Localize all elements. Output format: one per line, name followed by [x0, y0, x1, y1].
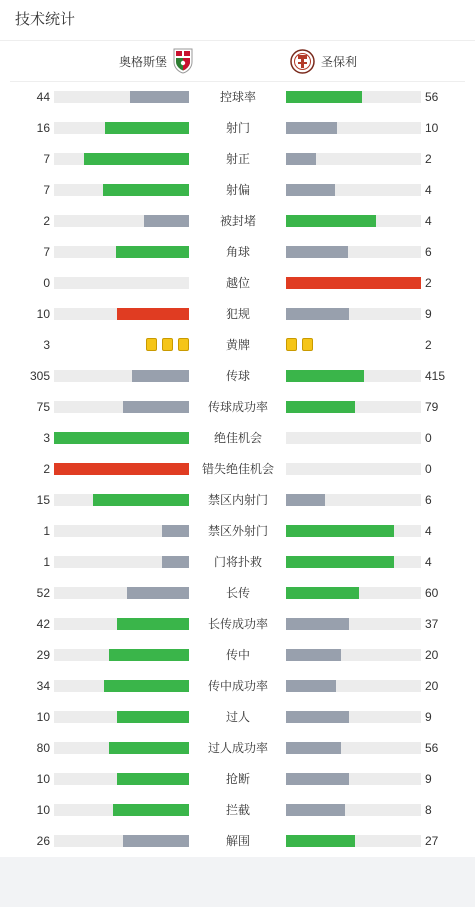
augsburg-crest-icon [173, 48, 193, 74]
stat-row [0, 671, 475, 702]
away-bar-track [286, 246, 421, 258]
teams-header [0, 41, 475, 81]
home-value: 29 [36, 648, 50, 662]
home-bar-track [54, 494, 189, 506]
stat-label: 过人成功率 [207, 741, 268, 755]
home-bar-fill [144, 215, 189, 227]
away-value: 27 [425, 834, 439, 848]
stat-row [0, 175, 475, 206]
away-bar-fill [286, 308, 349, 320]
home-value: 3 [43, 338, 50, 352]
away-bar-fill [286, 215, 376, 227]
away-bar-track [286, 91, 421, 103]
home-bar-track [54, 742, 189, 754]
home-bar-fill [162, 525, 189, 537]
home-bar-track [54, 401, 189, 413]
home-team[interactable] [119, 41, 193, 81]
away-value: 56 [425, 741, 439, 755]
away-bar-track [286, 618, 421, 630]
stat-label: 抢断 [225, 772, 250, 786]
home-bar-track [54, 463, 189, 475]
home-bar-fill [132, 370, 189, 382]
away-bar-track [286, 370, 421, 382]
home-value: 0 [43, 276, 50, 290]
away-bar-track [286, 804, 421, 816]
stat-row [0, 702, 475, 733]
stat-label: 射正 [225, 152, 250, 166]
stat-label: 禁区外射门 [207, 524, 268, 538]
home-bar-track [54, 277, 189, 289]
yellow-card-icon [286, 338, 297, 351]
stat-row [0, 795, 475, 826]
stat-row [0, 826, 475, 857]
home-bar-fill [162, 556, 189, 568]
stat-label: 控球率 [219, 90, 256, 104]
away-team[interactable] [290, 41, 357, 81]
home-bar-fill [103, 184, 189, 196]
away-bar-fill [286, 401, 355, 413]
away-bar-fill [286, 680, 336, 692]
away-value: 2 [425, 338, 432, 352]
away-value: 56 [425, 90, 439, 104]
home-bar-fill [117, 618, 189, 630]
home-bar-fill [117, 308, 189, 320]
home-bar-track [54, 618, 189, 630]
stat-label: 长传成功率 [207, 617, 268, 631]
home-bar-track [54, 711, 189, 723]
home-bar-track [54, 680, 189, 692]
away-bar-track [286, 463, 421, 475]
away-value: 6 [425, 245, 432, 259]
stat-row [0, 237, 475, 268]
home-value: 2 [43, 462, 50, 476]
home-value: 34 [36, 679, 50, 693]
stat-row [0, 268, 475, 299]
away-bar-track [286, 556, 421, 568]
home-bar-track [54, 122, 189, 134]
home-value: 10 [36, 803, 50, 817]
home-bar-track [54, 308, 189, 320]
away-bar-track [286, 277, 421, 289]
home-bar-track [54, 246, 189, 258]
stat-label: 传中成功率 [207, 679, 268, 693]
away-value: 9 [425, 772, 432, 786]
home-value: 26 [36, 834, 50, 848]
stat-row [0, 423, 475, 454]
away-value: 9 [425, 710, 432, 724]
stat-row [0, 485, 475, 516]
away-bar-track [286, 215, 421, 227]
away-bar-fill [286, 246, 348, 258]
stat-row [0, 299, 475, 330]
away-value: 8 [425, 803, 432, 817]
away-value: 2 [425, 152, 432, 166]
away-yellow-cards [286, 338, 313, 352]
home-bar-fill [116, 246, 189, 258]
stat-row [0, 361, 475, 392]
stat-row [0, 609, 475, 640]
stat-label: 门将扑救 [213, 555, 262, 569]
away-bar-fill [286, 742, 341, 754]
stat-row [0, 330, 475, 361]
away-bar-track [286, 742, 421, 754]
stat-label: 拦截 [225, 803, 250, 817]
home-bar-track [54, 432, 189, 444]
home-value: 7 [43, 183, 50, 197]
away-value: 20 [425, 648, 439, 662]
yellow-card-icon [162, 338, 173, 351]
stat-label: 射偏 [225, 183, 250, 197]
away-bar-fill [286, 804, 345, 816]
home-bar-fill [105, 122, 189, 134]
away-bar-fill [286, 184, 335, 196]
away-value: 60 [425, 586, 439, 600]
yellow-card-icon [302, 338, 313, 351]
stat-row [0, 82, 475, 113]
home-bar-fill [123, 835, 189, 847]
away-bar-fill [286, 773, 349, 785]
stat-row [0, 733, 475, 764]
away-bar-track [286, 835, 421, 847]
stat-label: 传中 [225, 648, 250, 662]
away-bar-track [286, 711, 421, 723]
away-value: 37 [425, 617, 439, 631]
away-bar-fill [286, 153, 316, 165]
st-pauli-crest-icon [290, 49, 315, 74]
stat-label: 禁区内射门 [207, 493, 268, 507]
away-value: 6 [425, 493, 432, 507]
stat-row [0, 516, 475, 547]
away-value: 4 [425, 183, 432, 197]
home-bar-track [54, 525, 189, 537]
away-value: 415 [425, 369, 446, 383]
yellow-card-icon [146, 338, 157, 351]
away-bar-track [286, 153, 421, 165]
home-value: 1 [43, 555, 50, 569]
stat-row [0, 144, 475, 175]
stat-label: 传球 [225, 369, 250, 383]
home-value: 10 [36, 307, 50, 321]
away-bar-fill [286, 556, 394, 568]
home-bar-fill [123, 401, 189, 413]
page-title: 技术统计 [15, 11, 76, 28]
home-bar-fill [84, 153, 189, 165]
stat-label: 被封堵 [219, 214, 256, 228]
home-value: 7 [43, 152, 50, 166]
stat-label: 黄牌 [225, 338, 250, 352]
away-value: 20 [425, 679, 439, 693]
home-value: 7 [43, 245, 50, 259]
yellow-card-icon [178, 338, 189, 351]
away-bar-track [286, 122, 421, 134]
away-value: 0 [425, 462, 432, 476]
away-value: 4 [425, 524, 432, 538]
stat-label: 绝佳机会 [213, 431, 262, 445]
home-bar-fill [54, 432, 189, 444]
stat-label: 解围 [225, 834, 250, 848]
stat-label: 越位 [225, 276, 250, 290]
home-bar-fill [130, 91, 189, 103]
home-bar-fill [54, 463, 189, 475]
stat-row [0, 454, 475, 485]
away-bar-fill [286, 835, 355, 847]
home-value: 10 [36, 710, 50, 724]
home-bar-track [54, 587, 189, 599]
away-bar-track [286, 773, 421, 785]
home-bar-track [54, 773, 189, 785]
away-bar-fill [286, 587, 359, 599]
away-bar-fill [286, 711, 349, 723]
away-value: 9 [425, 307, 432, 321]
away-value: 4 [425, 214, 432, 228]
away-bar-track [286, 680, 421, 692]
stat-row [0, 578, 475, 609]
stat-label: 错失绝佳机会 [201, 462, 274, 476]
stat-label: 射门 [225, 121, 250, 135]
home-bar-track [54, 649, 189, 661]
away-bar-fill [286, 494, 325, 506]
home-value: 2 [43, 214, 50, 228]
away-value: 2 [425, 276, 432, 290]
home-bar-fill [109, 742, 189, 754]
stat-label: 犯规 [225, 307, 250, 321]
away-bar-fill [286, 525, 394, 537]
away-value: 0 [425, 431, 432, 445]
home-yellow-cards [146, 338, 189, 352]
stat-row [0, 764, 475, 795]
home-bar-track [54, 556, 189, 568]
home-value: 52 [36, 586, 50, 600]
stat-label: 角球 [225, 245, 250, 259]
stat-label: 传球成功率 [207, 400, 268, 414]
home-team-name: 奥格斯堡 [118, 54, 167, 69]
away-value: 10 [425, 121, 439, 135]
home-value: 1 [43, 524, 50, 538]
away-bar-fill [286, 277, 421, 289]
home-value: 42 [36, 617, 50, 631]
away-team-name: 圣保利 [321, 54, 358, 69]
home-bar-fill [93, 494, 189, 506]
home-bar-track [54, 804, 189, 816]
home-bar-track [54, 370, 189, 382]
home-bar-fill [113, 804, 189, 816]
away-bar-track [286, 432, 421, 444]
away-bar-fill [286, 122, 337, 134]
home-bar-track [54, 153, 189, 165]
home-value: 75 [36, 400, 50, 414]
home-bar-track [54, 91, 189, 103]
away-bar-track [286, 649, 421, 661]
away-value: 4 [425, 555, 432, 569]
home-bar-track [54, 215, 189, 227]
away-bar-fill [286, 618, 349, 630]
stat-label: 过人 [225, 710, 250, 724]
home-bar-fill [104, 680, 189, 692]
stat-label: 长传 [225, 586, 250, 600]
stat-row [0, 113, 475, 144]
stat-row [0, 392, 475, 423]
home-value: 44 [36, 90, 50, 104]
stat-row [0, 206, 475, 237]
away-bar-fill [286, 91, 362, 103]
home-bar-fill [127, 587, 189, 599]
stat-row [0, 640, 475, 671]
stats-list [0, 82, 475, 857]
home-bar-track [54, 184, 189, 196]
home-bar-fill [117, 773, 189, 785]
away-bar-track [286, 184, 421, 196]
away-bar-track [286, 494, 421, 506]
away-bar-track [286, 401, 421, 413]
away-bar-track [286, 308, 421, 320]
home-bar-track [54, 835, 189, 847]
away-bar-track [286, 525, 421, 537]
away-bar-track [286, 587, 421, 599]
stat-row [0, 547, 475, 578]
home-value: 16 [36, 121, 50, 135]
away-bar-fill [286, 370, 364, 382]
home-value: 3 [43, 431, 50, 445]
home-value: 15 [36, 493, 50, 507]
away-bar-fill [286, 649, 341, 661]
away-value: 79 [425, 400, 439, 414]
home-value: 305 [29, 369, 50, 383]
home-bar-fill [117, 711, 189, 723]
home-value: 80 [36, 741, 50, 755]
home-value: 10 [36, 772, 50, 786]
home-bar-fill [109, 649, 189, 661]
